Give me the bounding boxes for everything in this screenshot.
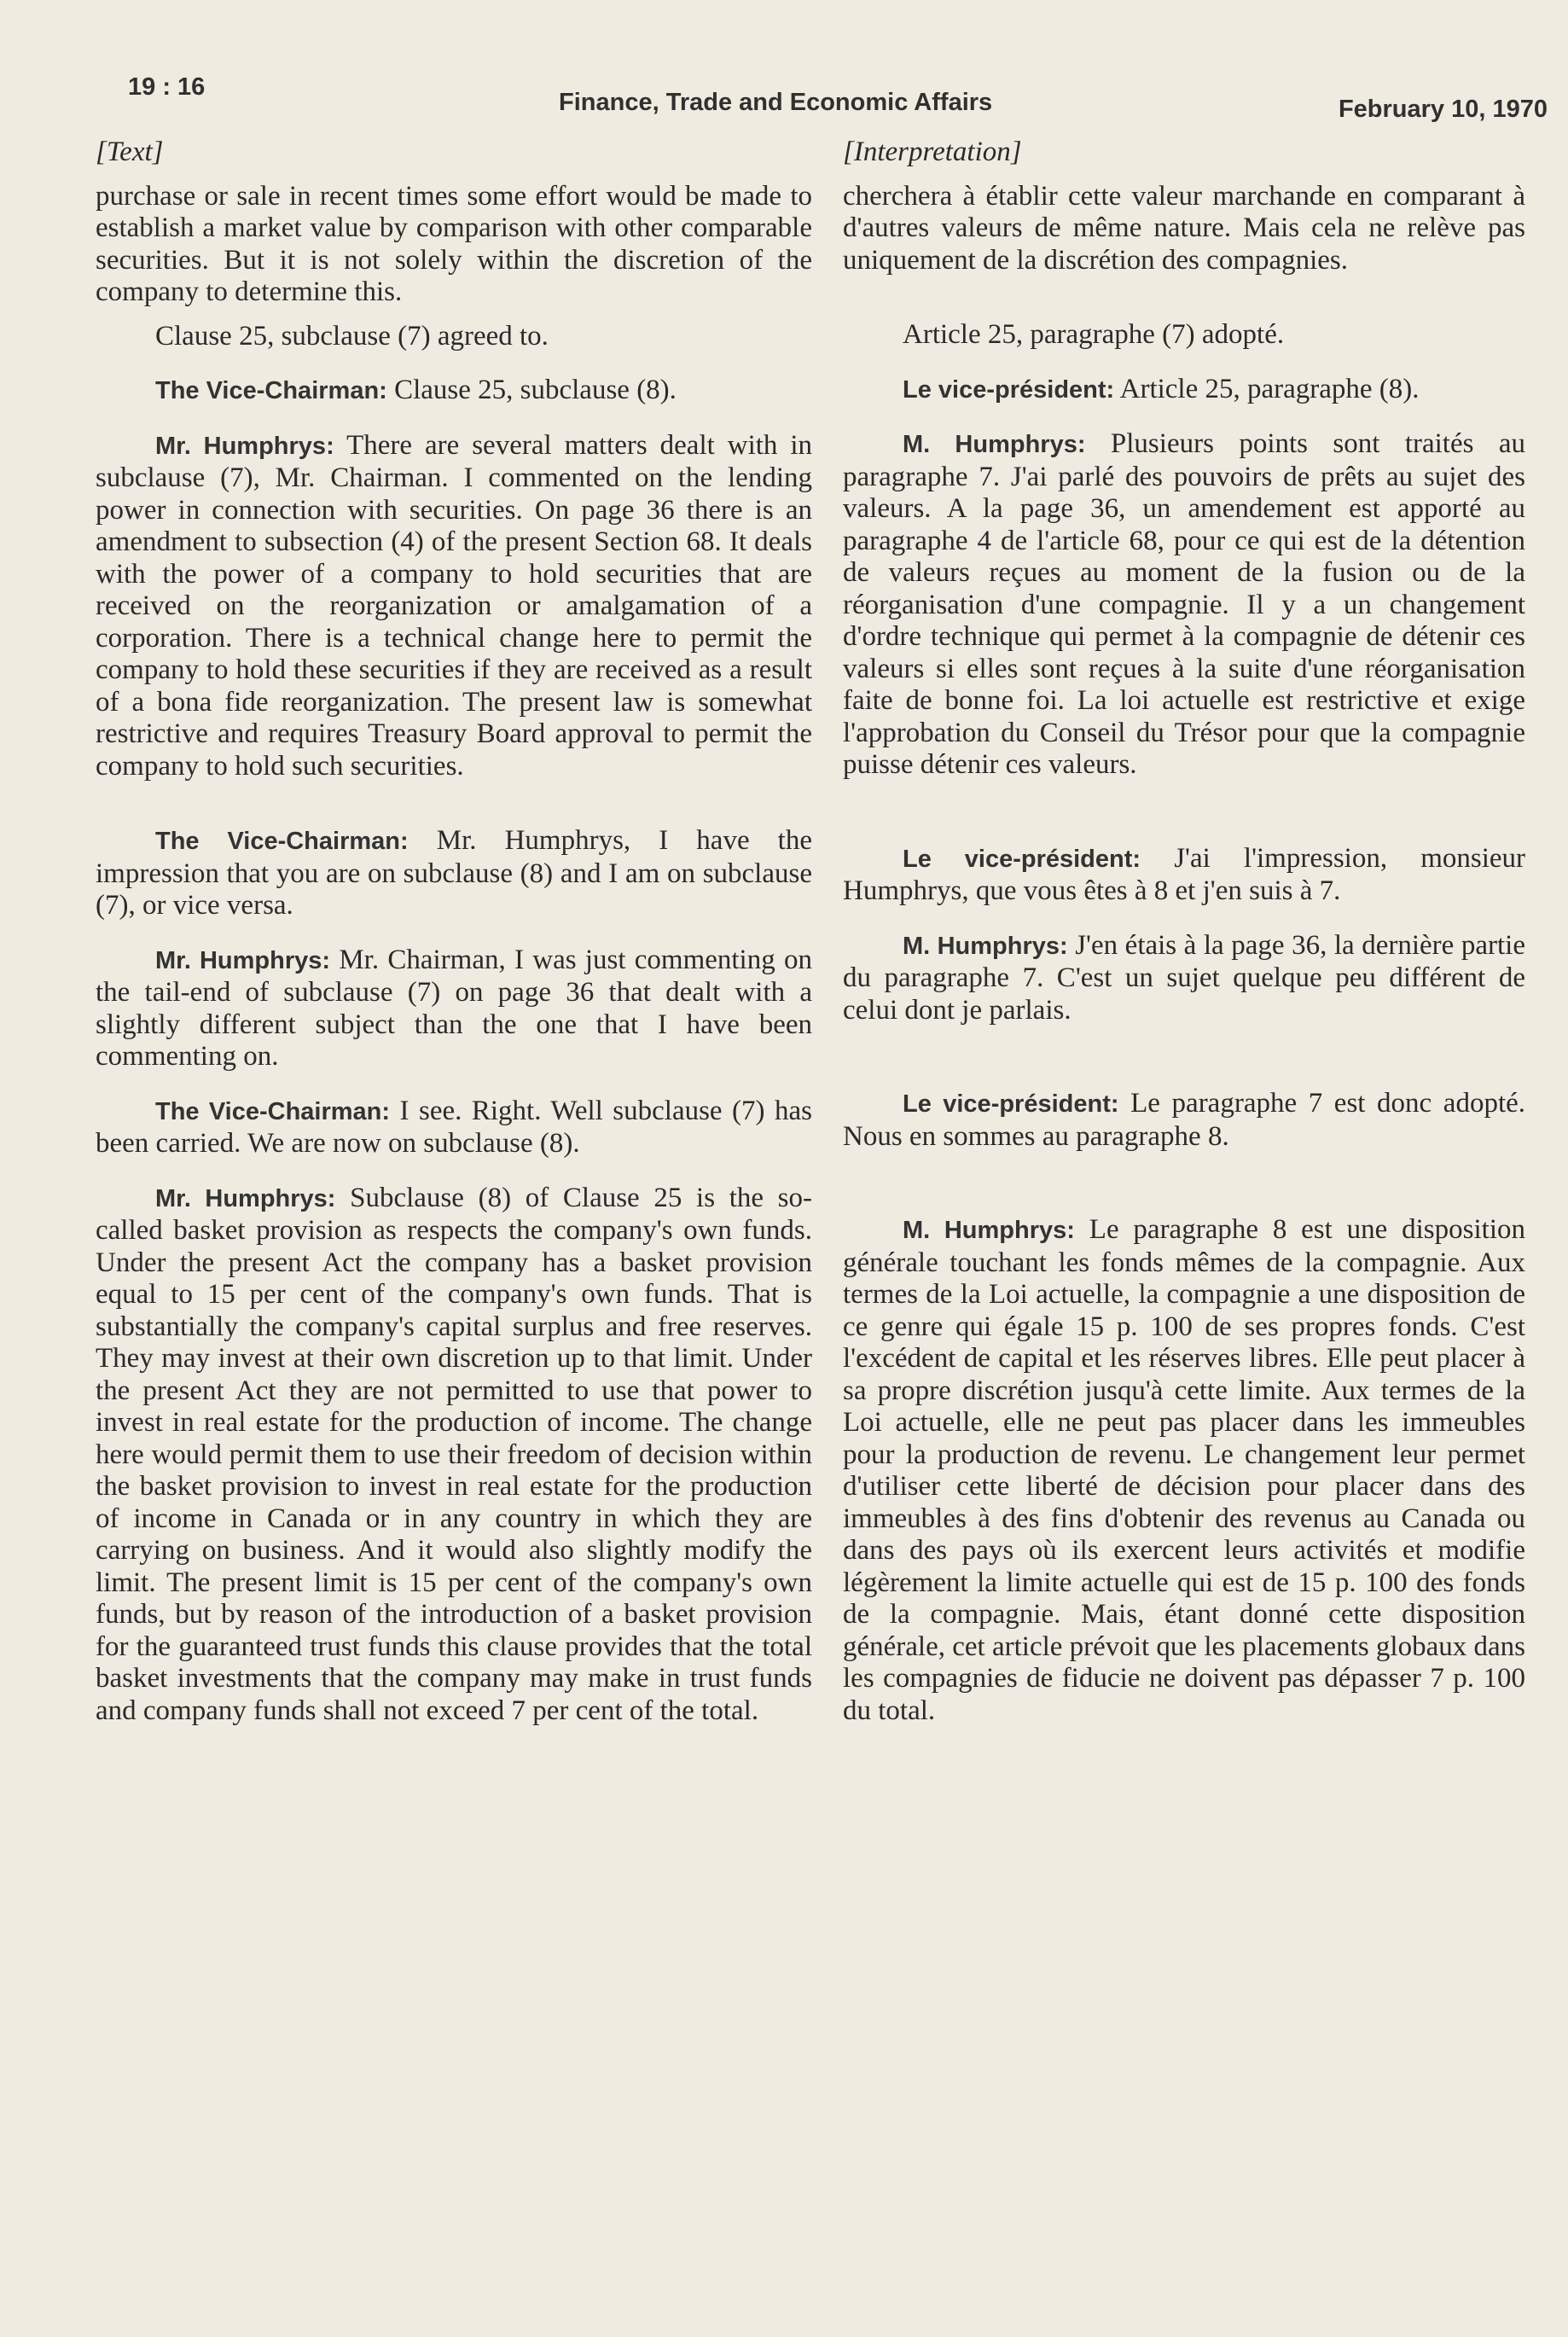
french-column bbox=[843, 137, 1525, 1749]
speech bbox=[843, 843, 1525, 908]
speech bbox=[96, 430, 812, 783]
speech bbox=[843, 1088, 1525, 1153]
speech-text: Clause 25, subclause (8). bbox=[394, 375, 677, 405]
committee-title: Finance, Trade and Economic Affairs bbox=[559, 89, 993, 116]
speech-text: I see. Right. Well subclause (7) has been carried. We are now on subclause (8). bbox=[96, 1095, 812, 1159]
speech-text: J'ai l'impression, monsieur Humphrys, que vous êtes à 8 et j'en suis à 7. bbox=[843, 842, 1526, 906]
interpretation-label: [Interpretation] bbox=[843, 137, 1022, 167]
session-date: February 10, 1970 bbox=[1338, 96, 1548, 123]
speaker-name: M. Humphrys: bbox=[903, 932, 1068, 960]
speaker-name: Le vice-président: bbox=[903, 1090, 1119, 1118]
motion-agreed: Article 25, paragraphe (7) adopté. bbox=[903, 319, 1285, 350]
speaker-name: The Vice-Chairman: bbox=[155, 828, 409, 855]
speaker-name: Le vice-président: bbox=[903, 845, 1141, 873]
speech bbox=[96, 1096, 812, 1160]
speech-text: Plusieurs points sont traités au paragraphe 7. J'ai parlé des pouvoirs de prêts au sujet des valeurs. A la page 36, un amendement est apporté au paragraphe 4 de l'article 68, pour ce qui est de la détention de valeurs reçues au moment de la fusion ou de la réorganisation d'une compagnie. Il y a un changement d'ordre technique qui permet à la compagnie de détenir ces valeurs si elles sont reçues à la suite d'une réorganisation faite de bonne foi. La loi actuelle est restrictive et exige l'approbation du Conseil du Trésor pour que la compagnie puisse détenir ces valeurs. bbox=[843, 428, 1525, 780]
speaker-name: Le vice-président: bbox=[903, 375, 1115, 404]
text-label: [Text] bbox=[96, 137, 164, 167]
speaker-name: M. Humphrys: bbox=[903, 431, 1086, 458]
speech bbox=[843, 1214, 1525, 1727]
speech bbox=[96, 375, 812, 408]
speaker-name: The Vice-Chairman: bbox=[155, 377, 387, 404]
motion-agreed: Clause 25, subclause (7) agreed to. bbox=[155, 320, 549, 352]
speech bbox=[843, 428, 1525, 782]
speaker-name: Mr. Humphrys: bbox=[155, 1184, 336, 1212]
speaker-name: The Vice-Chairman: bbox=[155, 1097, 391, 1125]
speaker-name: Mr. Humphrys: bbox=[155, 946, 331, 974]
page-number: 19 : 16 bbox=[128, 73, 206, 101]
paragraph: cherchera à établir cette valeur marchande en comparant à d'autres valeurs de même nature. Mais cela ne relève pas uniquement de la discrétion des compagnies. bbox=[843, 180, 1525, 276]
speech bbox=[843, 374, 1525, 407]
speech-text: There are several matters dealt with in subclause (7), Mr. Chairman. I commented on the lending power in connection with securities. On page 36 there is an amendment to subsection (4) of the present Section 68. It deals with the power of a company to hold securities that are received on the reorganization or amalgamation of a corporation. There is a technical change here to permit the company to hold these securities if they are received as a result of a bona fide reorganization. The present law is somewhat restrictive and requires Treasury Board approval to permit the company to hold such securities. bbox=[96, 429, 813, 782]
speech bbox=[96, 825, 812, 922]
speech-text: J'en étais à la page 36, la dernière partie du paragraphe 7. C'est un sujet quelque peu différent de celui dont je parlais. bbox=[843, 929, 1525, 1026]
speech bbox=[96, 1183, 812, 1728]
speech-text: Le paragraphe 8 est une disposition générale touchant les fonds mêmes de la compagnie. Aux termes de la Loi actuelle, la compagnie a une disposition de ce genre qui égale 15 p. 100 de ses propres fonds. C'est l'excédent de capital et les réserves libres. Elle peut placer à sa propre discrétion jusqu'à cette limite. Aux termes de la Loi actuelle, elle ne peut pas placer dans les immeubles pour la production de revenu. Le changement leur permet d'utiliser cette liberté de décision pour placer dans des immeubles à des fins d'obtenir des revenus au Canada ou dans des pays où ils exercent leurs activités et modifie légèrement la limite actuelle qui est de 15 p. 100 des fonds de la compagnie. Mais, étant donné cette disposition générale, cet article prévoit que les placements globaux dans les compagnies de fiducie ne doivent pas dépasser 7 p. 100 du total. bbox=[843, 1214, 1526, 1726]
speaker-name: Mr. Humphrys: bbox=[155, 432, 334, 460]
speech bbox=[843, 930, 1525, 1027]
paragraph: purchase or sale in recent times some effort would be made to establish a market value by comparison with other comparable securities. But it is not solely within the discretion of the company to determine this. bbox=[96, 180, 812, 307]
speech-text: Le paragraphe 7 est donc adopté. Nous en sommes au paragraphe 8. bbox=[843, 1088, 1526, 1152]
english-column bbox=[96, 137, 812, 1749]
speech-text: Mr. Chairman, I was just commenting on the tail-end of subclause (7) on page 36 that dealt with a slightly different subject than the one that I have been commenting on. bbox=[96, 944, 812, 1072]
speaker-name: M. Humphrys: bbox=[903, 1217, 1075, 1244]
page-header bbox=[128, 70, 1548, 121]
speech bbox=[96, 945, 812, 1073]
speech-text: Mr. Humphrys, I have the impression that you are on subclause (8) and I am on subclause (7), or vice versa. bbox=[96, 825, 812, 921]
speech-text: Article 25, paragraphe (8). bbox=[1119, 373, 1420, 404]
speech-text: Subclause (8) of Clause 25 is the so-called basket provision as respects the company's own funds. Under the present Act the company has a basket provision equal to 15 per cent of the company's own funds. That is substantially the company's capital surplus and free reserves. They may invest at their own discretion up to that limit. Under the present Act they are not permitted to use that power to invest in real estate for the production of income. The change here would permit them to use their freedom of decision within the basket provision to invest in real estate for the production of income in Canada or in any country in which they are carrying on business. And it would also slightly modify the limit. The present limit is 15 per cent of the company's own funds, but by reason of the introduction of a basket provision for the guaranteed trust funds this clause provides that the total basket investments that the company may make in trust funds and company funds shall not exceed 7 per cent of the total. bbox=[96, 1182, 813, 1726]
